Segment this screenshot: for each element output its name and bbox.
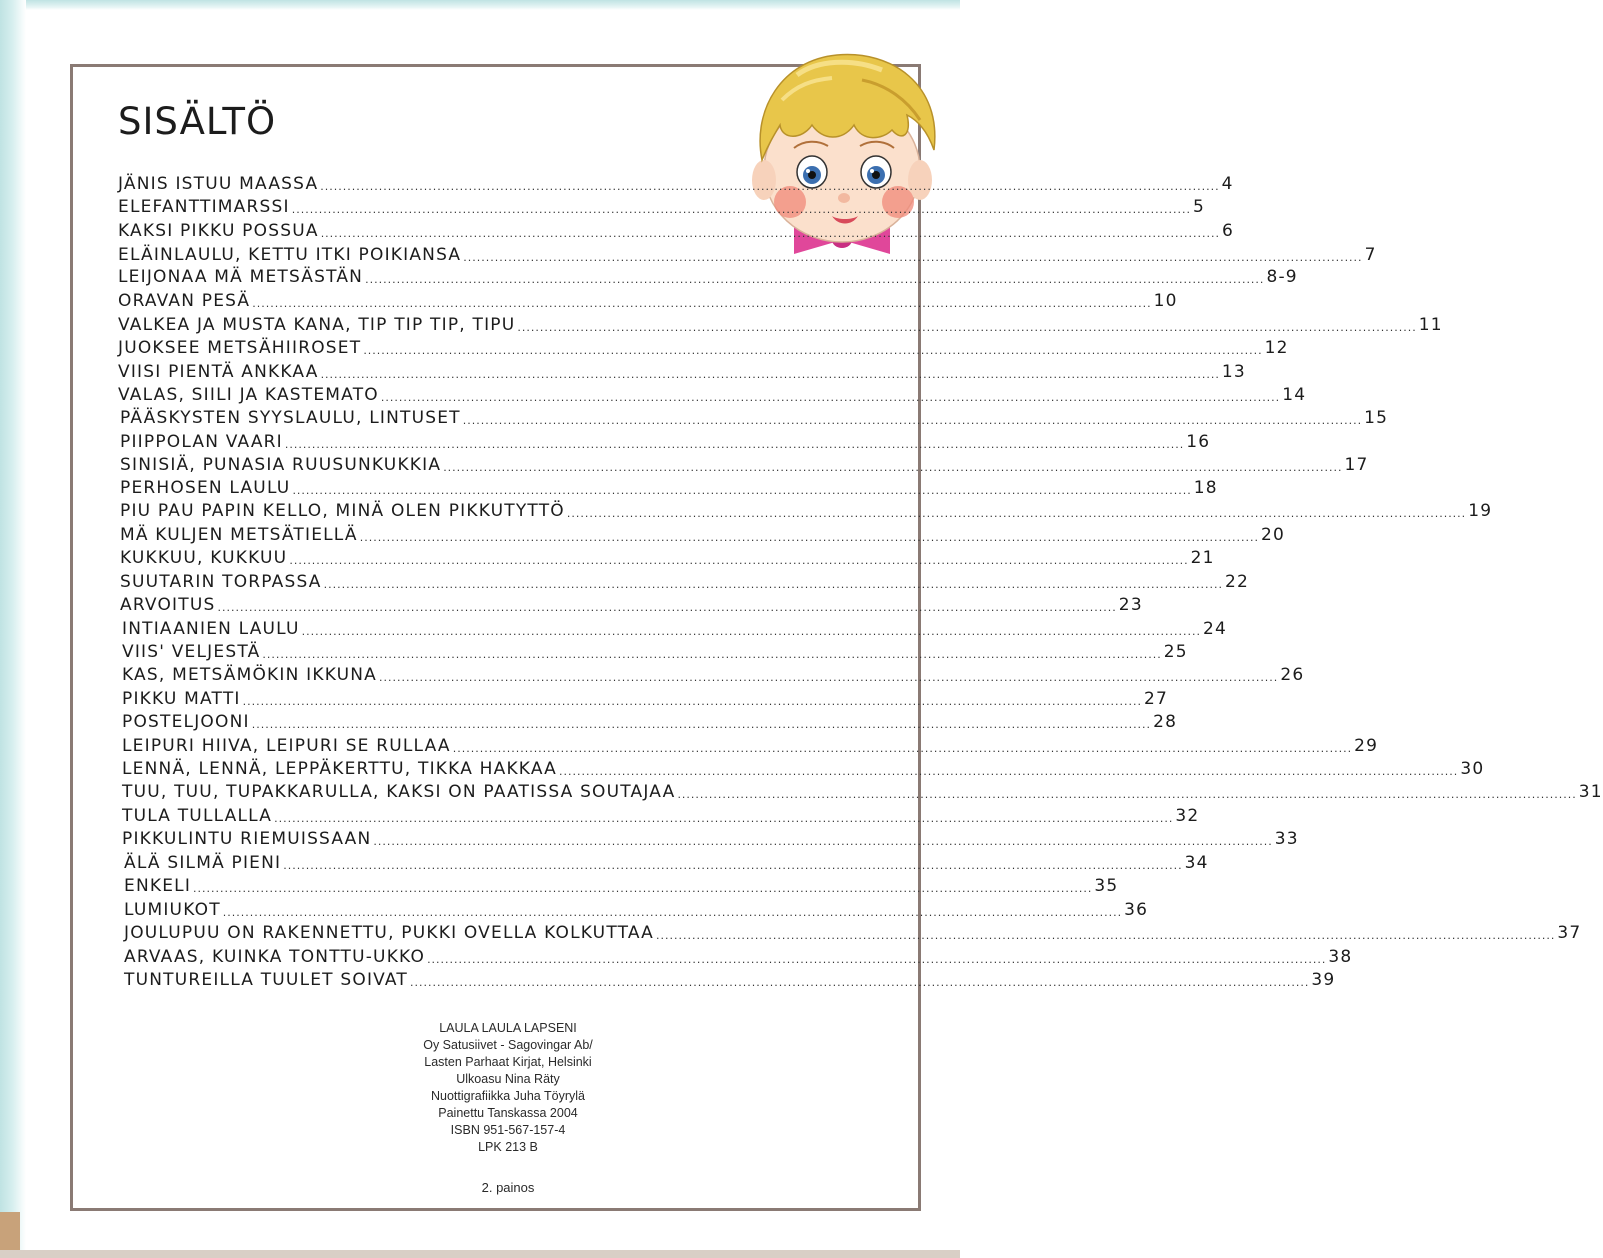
toc-entry-page: 13 [1221, 362, 1246, 382]
toc-entry [122, 735, 1379, 757]
toc-leader-dots: ........................................................................................................................................................................................................ [251, 718, 1152, 731]
toc-entry-page: 27 [1143, 689, 1168, 709]
toc-entry-title: ARVAAS, KUINKA TONTTU-UKKO [124, 947, 426, 967]
toc-entry [118, 173, 1234, 195]
toc-leader-dots: ........................................................................................................................................................................................................ [656, 929, 1556, 942]
toc-leader-dots: ........................................................................................................................................................................................................ [284, 438, 1185, 451]
page-edge-left [0, 0, 26, 1258]
toc-entry-title: PIKKULINTU RIEMUISSAAN [122, 829, 372, 849]
toc-entry-page: 14 [1282, 385, 1307, 405]
colophon-line: Ulkoasu Nina Räty [456, 1072, 560, 1086]
toc-entry-title: ELÄINLAULU, KETTU ITKI POIKIANSA [118, 245, 462, 265]
toc-entry-title: ELEFANTTIMARSSI [118, 197, 290, 217]
toc-entry-page: 39 [1311, 970, 1336, 990]
toc-entry-page: 5 [1193, 197, 1206, 217]
toc-entry-page: 12 [1264, 338, 1289, 358]
toc-entry [118, 361, 1246, 383]
toc-entry [118, 266, 1298, 288]
toc-entry-title: PIIPPOLAN VAARI [120, 432, 283, 452]
colophon-line: Oy Satusiivet - Sagovingar Ab/ [423, 1038, 593, 1052]
colophon-line: Painettu Tanskassa 2004 [438, 1106, 578, 1120]
toc-leader-dots: ........................................................................................................................................................................................................ [363, 344, 1263, 357]
toc-entry-title: LUMIUKOT [124, 900, 221, 920]
toc-leader-dots: ........................................................................................................................................................................................................ [320, 180, 1220, 193]
toc-entry [122, 688, 1168, 710]
toc-leader-dots: ........................................................................................................................................................................................................ [301, 625, 1201, 638]
toc-entry [120, 477, 1218, 499]
toc-entry-title: TUNTUREILLA TUULET SOIVAT [124, 970, 408, 990]
toc-entry [122, 828, 1299, 850]
toc-entry [122, 618, 1228, 640]
toc-entry [122, 781, 1603, 803]
toc-entry-page: 37 [1557, 923, 1582, 943]
toc-entry-title: TULA TULLALLA [122, 806, 273, 826]
toc-entry-page: 28 [1153, 712, 1178, 732]
toc-entry [120, 594, 1143, 616]
toc-leader-dots: ........................................................................................................................................................................................................ [242, 695, 1142, 708]
colophon-line: Lasten Parhaat Kirjat, Helsinki [424, 1055, 592, 1069]
toc-entry-title: ENKELI [124, 876, 192, 896]
toc-entry-page: 19 [1468, 501, 1493, 521]
toc-leader-dots: ........................................................................................................................................................................................................ [320, 227, 1221, 240]
toc-entry [124, 922, 1582, 944]
toc-entry [118, 290, 1178, 312]
toc-leader-dots: ........................................................................................................................................................................................................ [274, 812, 1174, 825]
toc-entry [120, 547, 1215, 569]
toc-entry [122, 664, 1305, 686]
toc-entry-title: ÄLÄ SILMÄ PIENI [124, 853, 282, 873]
toc-entry-title: LEIPURI HIIVA, LEIPURI SE RULLAA [122, 736, 451, 756]
toc-entry-page: 7 [1364, 245, 1377, 265]
page-title: SISÄLTÖ [118, 100, 277, 143]
toc-entry-title: TUU, TUU, TUPAKKARULLA, KAKSI ON PAATISSA SOUTAJAA [122, 782, 676, 802]
toc-entry-page: 4 [1221, 174, 1234, 194]
toc-entry-title: PERHOSEN LAULU [120, 478, 291, 498]
edition-note: 2. painos [481, 1180, 535, 1195]
toc-leader-dots: ........................................................................................................................................................................................................ [443, 461, 1343, 474]
toc-entry-page: 30 [1460, 759, 1485, 779]
toc-entry-page: 10 [1153, 291, 1178, 311]
toc-entry-title: PIKKU MATTI [122, 689, 241, 709]
toc-entry-page: 8-9 [1266, 267, 1298, 287]
toc-entry-page: 32 [1175, 806, 1200, 826]
toc-leader-dots: ........................................................................................................................................................................................................ [517, 321, 1417, 334]
toc-entry-title: VALAS, SIILI JA KASTEMATO [118, 385, 379, 405]
toc-leader-dots: ........................................................................................................................................................................................................ [677, 788, 1577, 801]
toc-entry-title: VIIS' VELJESTÄ [122, 642, 261, 662]
toc-entry-page: 33 [1274, 829, 1299, 849]
toc-entry-page: 29 [1354, 736, 1379, 756]
toc-leader-dots: ........................................................................................................................................................................................................ [359, 531, 1260, 544]
toc-leader-dots: ........................................................................................................................................................................................................ [410, 976, 1310, 989]
toc-entry-title: PÄÄSKYSTEN SYYSLAULU, LINTUSET [120, 408, 461, 428]
toc-entry [122, 805, 1200, 827]
toc-entry [124, 946, 1353, 968]
toc-entry [120, 524, 1286, 546]
page-edge-top [0, 0, 960, 10]
toc-entry-page: 34 [1184, 853, 1209, 873]
toc-leader-dots: ........................................................................................................................................................................................................ [558, 765, 1459, 778]
toc-leader-dots: ........................................................................................................................................................................................................ [365, 273, 1265, 286]
toc-entry [118, 314, 1443, 336]
page-edge-bottom [0, 1250, 960, 1258]
toc-leader-dots: ........................................................................................................................................................................................................ [463, 251, 1363, 264]
toc-entry-page: 35 [1094, 876, 1119, 896]
toc-entry [118, 384, 1307, 406]
toc-leader-dots: ........................................................................................................................................................................................................ [452, 742, 1353, 755]
toc-leader-dots: ........................................................................................................................................................................................................ [462, 414, 1363, 427]
toc-entry-page: 24 [1202, 619, 1228, 639]
colophon-line: ISBN 951-567-157-4 [450, 1123, 566, 1137]
toc-entry-title: KUKKUU, KUKKUU [120, 548, 288, 568]
toc-entry [120, 454, 1369, 476]
toc-entry-page: 6 [1222, 221, 1235, 241]
toc-entry [118, 244, 1377, 266]
toc-entry-title: ORAVAN PESÄ [118, 291, 251, 311]
toc-entry-title: ARVOITUS [120, 595, 216, 615]
toc-leader-dots: ........................................................................................................................................................................................................ [193, 882, 1093, 895]
toc-entry-title: SINISIÄ, PUNASIA RUUSUNKUKKIA [120, 455, 442, 475]
toc-leader-dots: ........................................................................................................................................................................................................ [378, 671, 1279, 684]
toc-leader-dots: ........................................................................................................................................................................................................ [380, 391, 1281, 404]
toc-leader-dots: ........................................................................................................................................................................................................ [217, 601, 1117, 614]
toc-entry [118, 337, 1289, 359]
toc-entry [118, 196, 1206, 218]
toc-entry-page: 21 [1190, 548, 1215, 568]
toc-entry-title: KAS, METSÄMÖKIN IKKUNA [122, 665, 377, 685]
colophon [378, 1020, 638, 1156]
toc-entry-title: POSTELJOONI [122, 712, 250, 732]
toc-entry-title: LEIJONAA MÄ METSÄSTÄN [118, 267, 364, 287]
toc-entry-page: 31 [1578, 782, 1603, 802]
toc-entry-page: 26 [1280, 665, 1305, 685]
toc-leader-dots: ........................................................................................................................................................................................................ [320, 368, 1220, 381]
toc-entry-title: KAKSI PIKKU POSSUA [118, 221, 319, 241]
toc-entry-title: LENNÄ, LENNÄ, LEPPÄKERTTU, TIKKA HAKKAA [122, 759, 557, 779]
toc-entry-page: 22 [1224, 572, 1249, 592]
toc-leader-dots: ........................................................................................................................................................................................................ [373, 835, 1273, 848]
toc-entry-page: 16 [1186, 432, 1211, 452]
toc-entry-title: JOULUPUU ON RAKENNETTU, PUKKI OVELLA KOLKUTTAA [124, 923, 654, 943]
toc-entry [124, 875, 1119, 897]
toc-entry-page: 20 [1261, 525, 1286, 545]
toc-entry-title: VALKEA JA MUSTA KANA, TIP TIP TIP, TIPU [118, 315, 516, 335]
colophon-line: LAULA LAULA LAPSENI [439, 1021, 577, 1035]
toc-entry-page: 36 [1124, 900, 1149, 920]
toc-entry [122, 641, 1188, 663]
toc-entry-title: INTIAANIEN LAULU [122, 619, 300, 639]
toc-entry-title: JÄNIS ISTUU MAASSA [118, 174, 319, 194]
toc-entry [124, 852, 1209, 874]
toc-entry-page: 23 [1118, 595, 1143, 615]
toc-leader-dots: ........................................................................................................................................................................................................ [283, 859, 1183, 872]
toc-entry [120, 431, 1211, 453]
toc-leader-dots: ........................................................................................................................................................................................................ [291, 203, 1192, 216]
toc-entry [118, 220, 1235, 242]
toc-leader-dots: ........................................................................................................................................................................................................ [323, 578, 1223, 591]
toc-entry [120, 571, 1249, 593]
toc-entry [122, 758, 1485, 780]
toc-entry-page: 17 [1344, 455, 1369, 475]
toc-leader-dots: ........................................................................................................................................................................................................ [292, 484, 1192, 497]
toc-entry-title: JUOKSEE METSÄHIIROSET [118, 338, 362, 358]
toc-entry-title: PIU PAU PAPIN KELLO, MINÄ OLEN PIKKUTYTTÖ [120, 501, 565, 521]
colophon-line: Nuottigrafiikka Juha Töyrylä [430, 1089, 585, 1103]
toc-leader-dots: ........................................................................................................................................................................................................ [566, 507, 1467, 520]
toc-entry [120, 500, 1493, 522]
toc-entry-page: 38 [1328, 947, 1353, 967]
toc-leader-dots: ........................................................................................................................................................................................................ [427, 953, 1327, 966]
toc-leader-dots: ........................................................................................................................................................................................................ [252, 297, 1152, 310]
toc-entry-page: 15 [1364, 408, 1389, 428]
toc-leader-dots: ........................................................................................................................................................................................................ [222, 906, 1123, 919]
toc-entry [124, 899, 1149, 921]
colophon-line: LPK 213 B [478, 1140, 538, 1154]
toc-entry-title: VIISI PIENTÄ ANKKAA [118, 362, 319, 382]
toc-leader-dots: ........................................................................................................................................................................................................ [289, 554, 1189, 567]
toc-entry-title: SUUTARIN TORPASSA [120, 572, 322, 592]
toc-entry-page: 25 [1163, 642, 1188, 662]
toc-entry [120, 407, 1389, 429]
toc-entry [122, 711, 1178, 733]
toc-entry-page: 11 [1418, 315, 1443, 335]
toc-entry-page: 18 [1193, 478, 1218, 498]
toc-entry [124, 969, 1336, 991]
toc-leader-dots: ........................................................................................................................................................................................................ [262, 648, 1162, 661]
toc-entry-title: MÄ KULJEN METSÄTIELLÄ [120, 525, 358, 545]
